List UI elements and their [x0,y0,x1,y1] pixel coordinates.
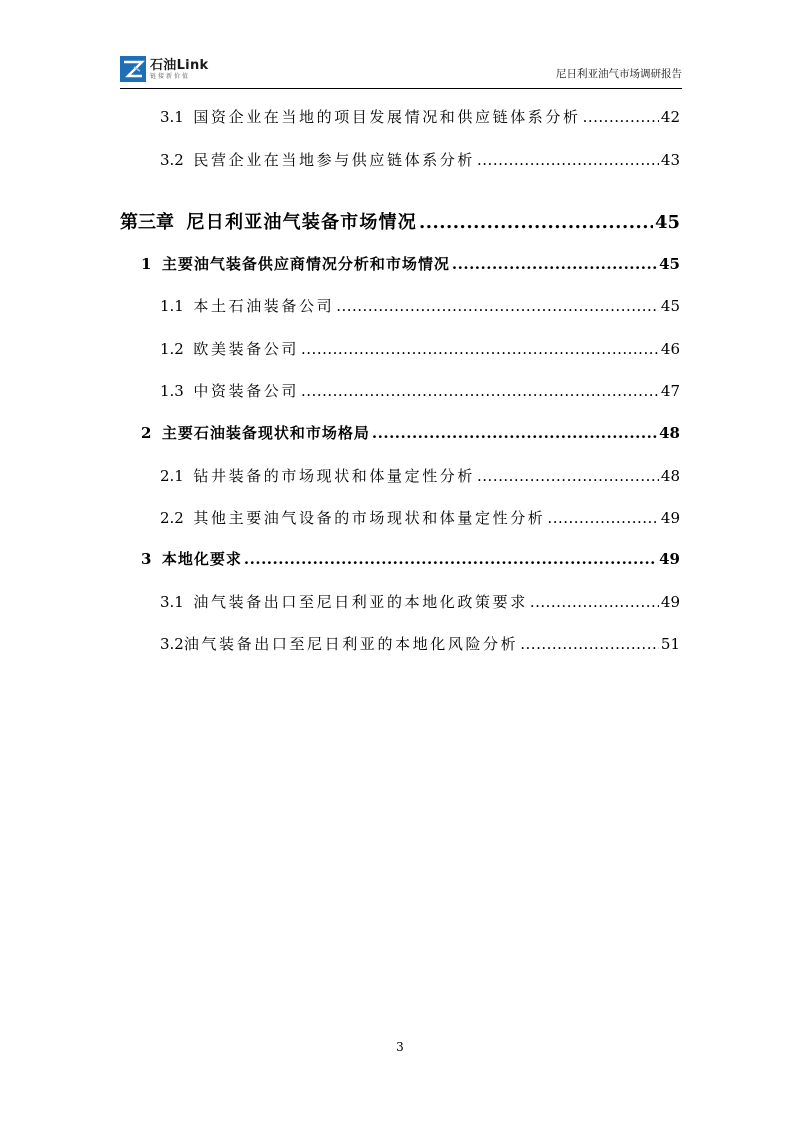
toc-entry-page: 49 [659,550,680,568]
toc-entry-number: 3.1 [160,593,184,611]
toc-entry-number: 2.1 [160,467,184,485]
toc-entry-title: 其他主要油气设备的市场现状和体量定性分析 [193,509,546,527]
toc-entry-page: 48 [660,467,680,485]
toc-entry-page: 48 [659,424,680,442]
toc-entry-number: 2.2 [160,509,184,527]
toc-entry-title: 国资企业在当地的项目发展情况和供应链体系分析 [193,108,581,126]
toc-entry-title: 中资装备公司 [193,382,300,400]
toc-entry-number: 3.2 [160,635,184,653]
toc-entry-number: 3 [141,550,152,568]
toc-entry-number: 1 [141,255,152,273]
toc-dot-leader [336,297,659,315]
toc-entry-number: 1.1 [160,297,184,315]
toc-dot-leader [452,255,657,273]
toc-section-entry[interactable] [141,253,680,274]
toc-entry-page: 45 [660,297,680,315]
toc-entry-title: 本地化要求 [161,550,242,568]
toc-entry-number: 1.3 [160,382,184,400]
toc-dot-leader [244,550,657,568]
toc-dot-leader [547,509,658,527]
toc-entry-page: 46 [660,340,680,358]
toc-entry-title: 钻井装备的市场现状和体量定性分析 [193,467,476,485]
toc-dot-leader [530,593,659,611]
toc-entry-page: 45 [654,212,680,233]
toc-entry-title: 油气装备出口至尼日利亚的本地化政策要求 [193,593,528,611]
toc-dot-leader [301,340,659,358]
toc-entry-number: 第三章 [120,212,174,233]
toc-dot-leader [477,467,659,485]
logo-name: 石油Link [150,57,209,73]
toc-entry-title: 民营企业在当地参与供应链体系分析 [193,151,476,169]
toc-entry-number: 1.2 [160,340,184,358]
toc-entry[interactable] [160,507,680,528]
toc-entry-title: 主要油气装备供应商情况分析和市场情况 [161,255,450,273]
toc-entry-page: 45 [659,255,680,273]
toc-entry-number: 3.1 [160,108,184,126]
logo-tagline: 链接新价值 [150,72,191,80]
logo-mark-icon [120,56,146,82]
toc-dot-leader [477,151,659,169]
page-header [120,52,682,89]
toc-entry-title: 尼日利亚油气装备市场情况 [186,212,417,233]
toc-entry[interactable] [160,380,680,401]
toc-entry-title: 油气装备出口至尼日利亚的本地化风险分析 [183,635,519,653]
toc-entry[interactable] [160,106,680,127]
toc-entry[interactable] [160,465,680,486]
toc-entry[interactable] [160,149,680,170]
toc-entry-number: 2 [141,424,152,442]
page-number: 3 [396,1040,404,1054]
toc-entry[interactable] [160,295,680,316]
toc-entry-number: 3.2 [160,151,184,169]
toc-entry-page: 42 [660,108,680,126]
toc-entry[interactable] [160,591,680,612]
toc-dot-leader [419,212,653,233]
toc-dot-leader [372,424,657,442]
toc-entry-title: 主要石油装备现状和市场格局 [161,424,370,442]
toc-section-entry[interactable] [141,422,680,443]
toc-entry-page: 49 [660,509,680,527]
toc-entry[interactable] [160,633,680,654]
company-logo [120,54,208,84]
toc-chapter-entry[interactable] [120,208,680,234]
toc-entry[interactable] [160,338,680,359]
toc-entry-title: 本土石油装备公司 [193,297,335,315]
toc-dot-leader [520,635,659,653]
toc-entry-page: 49 [660,593,680,611]
document-title: 尼日利亚油气市场调研报告 [556,68,682,80]
toc-entry-page: 43 [660,151,680,169]
toc-section-entry[interactable] [141,548,680,569]
toc-dot-leader [301,382,659,400]
toc-entry-title: 欧美装备公司 [193,340,300,358]
toc-dot-leader [583,108,659,126]
toc-entry-page: 47 [660,382,680,400]
toc-entry-page: 51 [660,635,680,653]
